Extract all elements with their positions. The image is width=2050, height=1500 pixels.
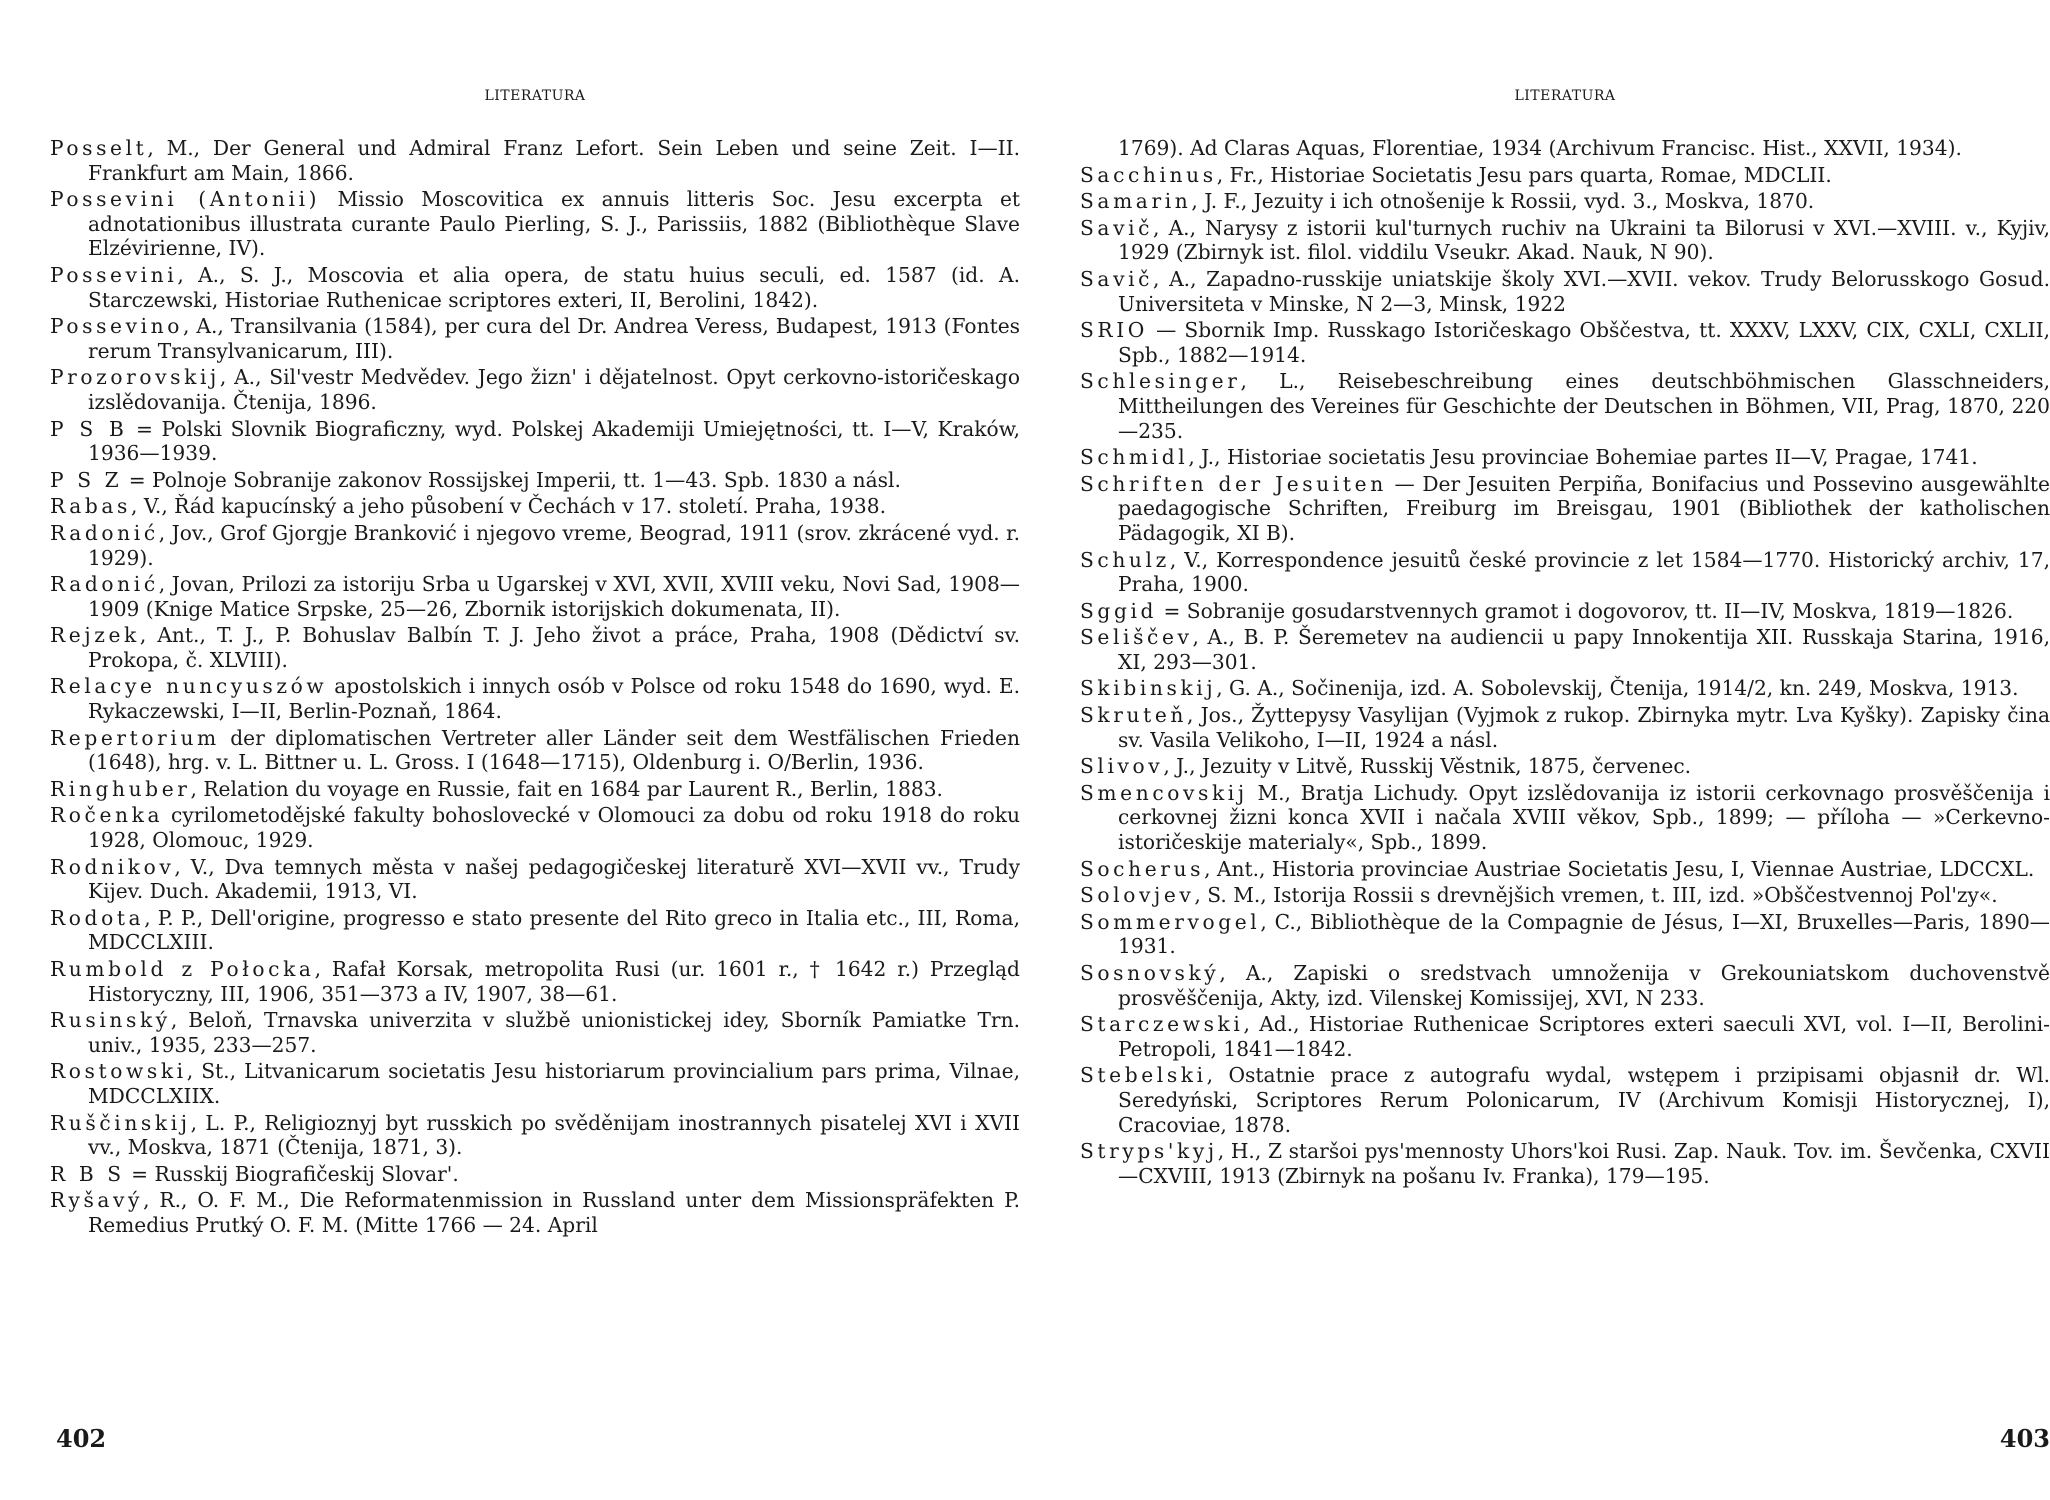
bibliography-list	[1080, 136, 2050, 1190]
entry-author: Skibinskij	[1080, 676, 1217, 701]
entry-author: Samarin	[1080, 189, 1192, 214]
entry-text: , V., Dva temnych města v našej pedagogičeskej literaturě XVI—XVII vv., Trudy Kijev. Duch. Akademii, 1913, VI.	[88, 854, 1020, 904]
entry-author: Schriften der Jesuiten	[1080, 471, 1387, 496]
bibliography-entry	[50, 957, 1020, 1006]
bibliography-entry	[50, 365, 1020, 414]
bibliography-entry	[50, 1188, 1020, 1237]
bibliography-entry	[1080, 883, 2050, 908]
bibliography-entry	[50, 494, 1020, 519]
bibliography-entry	[50, 314, 1020, 363]
entry-author: Savič	[1080, 266, 1154, 291]
bibliography-entry	[1080, 703, 2050, 752]
entry-text: , J. F., Jezuity i ich otnošenije k Rossii, vyd. 3., Moskva, 1870.	[1191, 189, 1815, 214]
entry-text: , A., B. P. Šeremetev na audiencii u papy Innokentija XII. Russkaja Starina, 1916, XI, 293—301.	[1118, 625, 2050, 674]
entry-text: M., Bratja Lichudy. Opyt izslědovanija iz istorii cerkovnago prosvěščenija i cerkovnej žizni konca XVII i načala XVIII věkov, Spb., 1899; — příloha — »Cerkevno-istoričeskije materialy«, Spb., 1899.	[1118, 780, 2050, 855]
entry-author: P S B	[50, 416, 128, 441]
bibliography-entry	[1080, 318, 2050, 367]
entry-text: Missio Moscovitica ex annuis litteris Soc. Jesu excerpta et adnotationibus illustrata curante Paulo Pierling, S. J., Parissiis, 1882 (Bibliothèque Slave Elzévirienne, IV).	[88, 187, 1021, 261]
entry-author: Schulz	[1080, 547, 1170, 572]
bibliography-entry	[50, 136, 1020, 185]
entry-author: Rusinský	[50, 1008, 171, 1033]
entry-author: Savič	[1080, 215, 1154, 240]
entry-author: Rodota	[50, 905, 145, 930]
entry-text: , J., Historiae societatis Jesu provinciae Bohemiae partes II—V, Pragae, 1741.	[1188, 445, 1978, 470]
bibliography-entry	[50, 1111, 1020, 1160]
bibliography-entry	[1080, 548, 2050, 597]
entry-author: R B S	[50, 1161, 125, 1186]
bibliography-entry	[1080, 910, 2050, 959]
entry-text: , Fr., Historiae Societatis Jesu pars quarta, Romae, MDCLII.	[1216, 162, 1832, 187]
entry-author: Ročenka	[50, 803, 164, 828]
right-page	[1080, 0, 2050, 1500]
entry-text: apostolskich i innych osób v Polsce od roku 1548 do 1690, wyd. E. Rykaczewski, I—II, Berlin-Poznaň, 1864.	[88, 674, 1020, 724]
bibliography-entry	[1080, 369, 2050, 443]
bibliography-entry	[1080, 1012, 2050, 1061]
entry-author: Rostowski	[50, 1059, 187, 1084]
entry-text: , Ant., Historia provinciae Austriae Societatis Jesu, I, Viennae Austriae, LDCCXL.	[1204, 856, 2035, 881]
bibliography-entry	[50, 521, 1020, 570]
running-head: LITERATURA	[484, 88, 586, 104]
entry-text: , H., Z staršoi pys'mennosty Uhors'koi Rusi. Zap. Nauk. Tov. im. Ševčenka, CXVII—CXVIII, 1913 (Zbirnyk na pošanu Iv. Franka), 179—195.	[1118, 1139, 2050, 1188]
entry-text: , V., Řád kapucínský a jeho působení v Čechách v 17. století. Praha, 1938.	[131, 494, 886, 519]
bibliography-entry	[50, 1008, 1020, 1057]
bibliography-list	[50, 136, 1020, 1240]
bibliography-entry	[1080, 1063, 2050, 1137]
entry-author: Rodnikov	[50, 854, 175, 879]
entry-text: , Ant., T. J., P. Bohuslav Balbín T. J. Jeho život a práce, Praha, 1908 (Dědictví sv. Prokopa, č. XLVIII).	[88, 623, 1020, 672]
entry-text: , Rafał Korsak, metropolita Rusi (ur. 1601 r., † 1642 r.) Przegląd Historyczny, III, 1906, 351—373 a IV, 1907, 38—61.	[88, 957, 1020, 1006]
bibliography-entry	[1080, 163, 2050, 188]
bibliography-entry	[50, 263, 1020, 312]
left-page	[50, 0, 1020, 1500]
entry-author: Socherus	[1080, 856, 1205, 881]
entry-author: Rabas	[50, 494, 132, 519]
entry-text: 1769). Ad Claras Aquas, Florentiae, 1934 (Archivum Francisc. Hist., XXVII, 1934).	[1118, 136, 1962, 160]
entry-author: Ryšavý	[50, 1188, 144, 1213]
entry-text: , Jov., Grof Gjorgje Branković i njegovo vreme, Beograd, 1911 (srov. zkrácené vyd. r. 1929).	[88, 520, 1020, 570]
entry-author: Repertorium	[50, 725, 220, 750]
entry-author: Seliščev	[1080, 625, 1193, 650]
bibliography-entry	[1080, 189, 2050, 214]
bibliography-entry	[50, 906, 1020, 955]
bibliography-entry	[50, 674, 1020, 723]
entry-text: — Sbornik Imp. Russkago Istoričeskago Obščestva, tt. XXXV, LXXV, CIX, CXLI, CXLII, Spb., 1882—1914.	[1118, 318, 2050, 367]
entry-author: Posselt	[50, 136, 148, 160]
entry-author: SRIO	[1080, 318, 1148, 343]
entry-author: Starczewski	[1080, 1012, 1244, 1037]
entry-author: Solovjev	[1080, 883, 1195, 908]
entry-text: = Polski Slovnik Biograficzny, wyd. Polskej Akademiji Umiejętności, tt. I—V, Kraków, 1936—1939.	[88, 416, 1020, 466]
entry-text: , J., Jezuity v Litvě, Russkij Věstnik, 1875, červenec.	[1163, 754, 1692, 779]
entry-author: Radonić	[50, 520, 159, 545]
entry-text: = Sobranije gosudarstvennych gramot i dogovorov, tt. II—IV, Moskva, 1819—1826.	[1157, 598, 2014, 623]
entry-text: , A., S. J., Moscovia et alia opera, de statu huius seculi, ed. 1587 (id. A. Starczewski, Historiae Ruthenicae scriptores exteri, II, Berolini, 1842).	[88, 262, 1020, 312]
entry-author: Sggid	[1080, 598, 1158, 623]
bibliography-entry	[50, 855, 1020, 904]
bibliography-entry	[1080, 625, 2050, 674]
entry-author: Slivov	[1080, 754, 1164, 779]
entry-author: Stryps'kyj	[1080, 1139, 1218, 1164]
bibliography-entry	[1080, 1139, 2050, 1188]
entry-text: , Ad., Historiae Ruthenicae Scriptores exteri saeculi XVI, vol. I—II, Berolini-Petropoli, 1841—1842.	[1118, 1012, 2050, 1061]
entry-author: Skruteň	[1080, 703, 1187, 728]
bibliography-entry	[1080, 136, 2050, 161]
entry-text: , A., Zapadno-russkije uniatskije školy XVI.—XVII. vekov. Trudy Belorusskogo Gosud. Universiteta v Minske, N 2—3, Minsk, 1922	[1118, 266, 2050, 316]
entry-text: — Der Jesuiten Perpiña, Bonifacius und Possevino ausgewählte paedagogische Schriften, Freiburg im Breisgau, 1901 (Bibliothek der katholischen Pädagogik, XI B).	[1118, 471, 2050, 545]
entry-text: = Russkij Biografičeskij Slovar'.	[124, 1161, 459, 1186]
entry-author: Smencovskij	[1080, 780, 1248, 805]
entry-author: Schlesinger	[1080, 369, 1241, 394]
entry-author: Possevini	[50, 262, 178, 287]
bibliography-entry	[50, 417, 1020, 466]
entry-author: Relacye nuncyuszów	[50, 674, 328, 699]
entry-text: , S. M., Istorija Rossii s drevnějšich vremen, t. III, izd. »Obščestvennoj Pol'zy«.	[1194, 883, 1998, 908]
entry-author: Possevini (Antonii)	[50, 187, 321, 212]
page-number: 402	[56, 1424, 107, 1453]
entry-text: = Polnoje Sobranije zakonov Rossijskej Imperii, tt. 1—43. Spb. 1830 a násl.	[122, 467, 901, 492]
entry-text: , L., Reisebeschreibung eines deutschböhmischen Glasschneiders, Mittheilungen des Vereines für Geschichte der Deutschen in Böhmen, VII, Prag, 1870, 220—235.	[1118, 369, 2050, 443]
bibliography-entry	[1080, 754, 2050, 779]
entry-author: Stebelski	[1080, 1063, 1207, 1088]
entry-author: Rejzek	[50, 623, 140, 648]
entry-author: Possevino	[50, 314, 184, 339]
bibliography-entry	[50, 803, 1020, 852]
bibliography-entry	[1080, 599, 2050, 624]
bibliography-entry	[50, 468, 1020, 493]
entry-text: , Jos., Žyttepysy Vasylijan (Vyjmok z rukop. Zbirnyka mytr. Lva Kyšky). Zapisky čina sv. Vasila Velikoho, I—II, 1924 a násl.	[1118, 703, 2050, 752]
entry-text: , Beloň, Trnavska univerzita v službě unionistickej idey, Sborník Pamiatke Trn. univ., 1935, 233—257.	[88, 1008, 1020, 1057]
bibliography-entry	[50, 726, 1020, 775]
entry-text: , Jovan, Prilozi za istoriju Srba u Ugarskej v XVI, XVII, XVIII veku, Novi Sad, 1908—1909 (Knige Matice Srpske, 25—26, Zbornik istorijskich dokumenata, II).	[88, 572, 1020, 621]
bibliography-entry	[1080, 267, 2050, 316]
entry-author: P S Z	[50, 467, 123, 492]
bibliography-entry	[50, 187, 1020, 261]
entry-text: , V., Korrespondence jesuitů české provincie z let 1584—1770. Historický archiv, 17, Praha, 1900.	[1118, 547, 2050, 597]
entry-text: , L. P., Religioznyj byt russkich po svěděnijam inostrannych pisatelej XVI i XVII vv., Moskva, 1871 (Čtenija, 1871, 3).	[88, 1110, 1020, 1160]
entry-text: , A., Zapiski o sredstvach umnoženija v Grekouniatskom duchovenstvě prosvěščenija, Akty, izd. Vilenskej Komissijej, XVI, N 233.	[1118, 961, 2050, 1010]
bibliography-entry	[1080, 472, 2050, 546]
entry-author: Rumbold z Połocka	[50, 957, 315, 981]
bibliography-entry	[50, 777, 1020, 802]
running-head: LITERATURA	[1514, 88, 1616, 104]
entry-text: , A., Transilvania (1584), per cura del Dr. Andrea Veress, Budapest, 1913 (Fontes rerum Transylvanicarum, III).	[88, 314, 1020, 363]
entry-author: Sosnovský	[1080, 961, 1220, 985]
entry-author: Schmidl	[1080, 445, 1189, 470]
bibliography-entry	[50, 623, 1020, 672]
bibliography-entry	[1080, 676, 2050, 701]
entry-text: , C., Bibliothèque de la Compagnie de Jésus, I—XI, Bruxelles—Paris, 1890—1931.	[1118, 909, 2050, 959]
page-number: 403	[1999, 1424, 2050, 1453]
entry-author: Prozorovskij	[50, 365, 220, 390]
entry-author: Ringhuber	[50, 776, 191, 801]
entry-text: , A., Sil'vestr Medvědev. Jego žizn' i dějatelnost. Opyt cerkovno-istoričeskago izslědovanija. Čtenija, 1896.	[88, 365, 1020, 414]
entry-text: , Relation du voyage en Russie, fait en 1684 par Laurent R., Berlin, 1883.	[190, 776, 943, 801]
entry-author: Ruščinskij	[50, 1110, 191, 1135]
entry-text: der diplomatischen Vertreter aller Länder seit dem Westfälischen Frieden (1648), hrg. v. L. Bittner u. L. Gross. I (1648—1715), Oldenburg i. O/Berlin, 1936.	[88, 725, 1020, 775]
bibliography-entry	[50, 1162, 1020, 1187]
entry-text: , M., Der General und Admiral Franz Lefort. Sein Leben und seine Zeit. I—II. Frankfurt am Main, 1866.	[88, 136, 1020, 185]
entry-text: , Ostatnie prace z autografu wydal, wstępem i przipisami objasnił dr. Wl. Seredyński, Scriptores Rerum Polonicarum, IV (Archivum Komisji Historycznej, I), Cracoviae, 1878.	[1118, 1063, 2050, 1137]
bibliography-entry	[50, 1059, 1020, 1108]
entry-text: , St., Litvanicarum societatis Jesu historiarum provincialium pars prima, Vilnae, MDCCLXIIX.	[88, 1059, 1020, 1108]
bibliography-entry	[1080, 216, 2050, 265]
entry-text: , R., O. F. M., Die Reformatenmission in Russland unter dem Missionspräfekten P. Remedius Prutký O. F. M. (Mitte 1766 — 24. April	[88, 1188, 1020, 1237]
entry-author: Radonić	[50, 572, 159, 597]
entry-text: , G. A., Sočinenija, izd. A. Sobolevskij, Čtenija, 1914/2, kn. 249, Moskva, 1913.	[1216, 676, 2019, 701]
bibliography-entry	[1080, 445, 2050, 470]
bibliography-entry	[50, 572, 1020, 621]
entry-author: Sacchinus	[1080, 162, 1217, 187]
entry-text: , A., Narysy z istorii kul'turnych ruchiv na Ukraini ta Bilorusi v XVI.—XVIII. v., Kyjiv, 1929 (Zbirnyk ist. filol. viddilu Vseukr. Akad. Nauk, N 90).	[1118, 215, 2050, 265]
entry-author: Sommervogel	[1080, 909, 1261, 934]
bibliography-entry	[1080, 781, 2050, 855]
entry-text: cyrilometodějské fakulty bohoslovecké v Olomouci za dobu od roku 1918 do roku 1928, Olomouc, 1929.	[88, 803, 1020, 853]
entry-text: , P. P., Dell'origine, progresso e stato presente del Rito greco in Italia etc., III, Roma, MDCCLXIII.	[88, 905, 1020, 955]
bibliography-entry	[1080, 961, 2050, 1010]
bibliography-entry	[1080, 857, 2050, 882]
